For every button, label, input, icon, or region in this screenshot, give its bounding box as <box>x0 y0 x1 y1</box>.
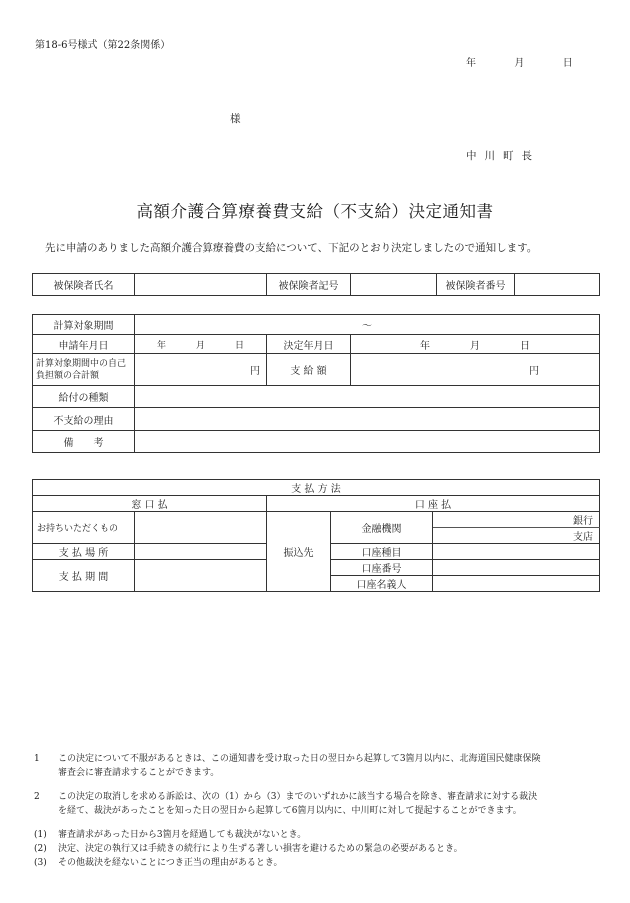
benefit-type-label: 給付の種類 <box>33 386 135 408</box>
account-number-label: 口座番号 <box>331 560 433 576</box>
non-payment-reason-field[interactable] <box>135 408 600 431</box>
payment-method-title: 支 払 方 法 <box>33 480 600 496</box>
payment-method-table <box>32 479 600 592</box>
account-type-label: 口座種目 <box>331 544 433 560</box>
payment-amount-label: 支 給 額 <box>267 354 351 386</box>
month-label: 月 <box>514 58 525 69</box>
decision-date-field[interactable]: 年 月 日 <box>351 335 600 354</box>
bring-items-field[interactable] <box>135 512 267 544</box>
account-holder-label: 口座名義人 <box>331 576 433 592</box>
addressee-suffix: 様 <box>230 113 241 125</box>
day-label: 日 <box>562 58 573 69</box>
form-number: 第18-6号様式（第22条関係） <box>35 40 171 51</box>
payment-place-label: 支 払 場 所 <box>33 544 135 560</box>
notes-section: 1 この決定について不服があるときは、この通知書を受け取った日の翌日から起算して3箇月以内に、北海道国民健康保険 審査会に審査請求することができます。 2 この決定の取消しを求める訴訟は、次の（1）から（3）までのいずれかに該当する場合を除き、審査請求に対する裁決 を経て、裁決があったことを知った日の翌日から起算して6箇月以内に、中川町に対して提起することができます。 (1) 審査請求があった日から3箇月を経過しても裁決がないとき。 (2) 決定、決定の執行又は手続きの続行により生ずる著しい損害を避けるための緊急の必要があるとき。 (3) その他裁決を経ないことにつき正当の理由があるとき。 <box>34 754 541 868</box>
account-type-field[interactable] <box>433 544 600 560</box>
account-number-field[interactable] <box>433 560 600 576</box>
total-self-burden-field[interactable]: 円 <box>135 354 267 386</box>
insured-symbol-label: 被保険者記号 <box>267 274 351 296</box>
issuer-name: 中川町長 <box>466 150 540 162</box>
application-date-field[interactable]: 年 月 日 <box>135 335 267 354</box>
issue-date <box>466 54 573 69</box>
insured-name-field[interactable] <box>135 274 267 296</box>
insured-number-label: 被保険者番号 <box>437 274 515 296</box>
details-table <box>32 314 600 453</box>
non-payment-reason-label: 不支給の理由 <box>33 408 135 431</box>
period-field[interactable]: ～ <box>135 315 600 335</box>
decision-date-label: 決定年月日 <box>267 335 351 354</box>
payment-amount-field[interactable]: 円 <box>351 354 600 386</box>
intro-text: 先に申請のありました高額介護合算療養費の支給について、下記のとおり決定しましたので通知します。 <box>45 242 538 254</box>
benefit-type-field[interactable] <box>135 386 600 408</box>
account-holder-field[interactable] <box>433 576 600 592</box>
transfer-label: 振込先 <box>267 512 331 592</box>
institution-label: 金融機関 <box>331 512 433 544</box>
insured-number-field[interactable] <box>515 274 600 296</box>
payment-period-label: 支 払 期 間 <box>33 560 135 592</box>
insured-symbol-field[interactable] <box>351 274 437 296</box>
insured-table <box>32 273 600 296</box>
window-payment-label: 窓 口 払 <box>33 496 267 512</box>
account-payment-label: 口 座 払 <box>267 496 600 512</box>
total-self-burden-label: 計算対象期間中の自己負担額の合計額 <box>33 354 135 386</box>
payment-place-field[interactable] <box>135 544 267 560</box>
remarks-field[interactable] <box>135 431 600 453</box>
remarks-label: 備 考 <box>33 431 135 453</box>
document-title: 高額介護合算療養費支給（不支給）決定通知書 <box>136 202 494 221</box>
insured-name-label: 被保険者氏名 <box>33 274 135 296</box>
application-date-label: 申請年月日 <box>33 335 135 354</box>
branch-field[interactable]: 支店 <box>433 528 600 544</box>
bank-field[interactable]: 銀行 <box>433 512 600 528</box>
bring-items-label: お持ちいただくもの <box>33 512 135 544</box>
year-label: 年 <box>466 58 476 69</box>
period-label: 計算対象期間 <box>33 315 135 335</box>
payment-period-field[interactable] <box>135 560 267 592</box>
